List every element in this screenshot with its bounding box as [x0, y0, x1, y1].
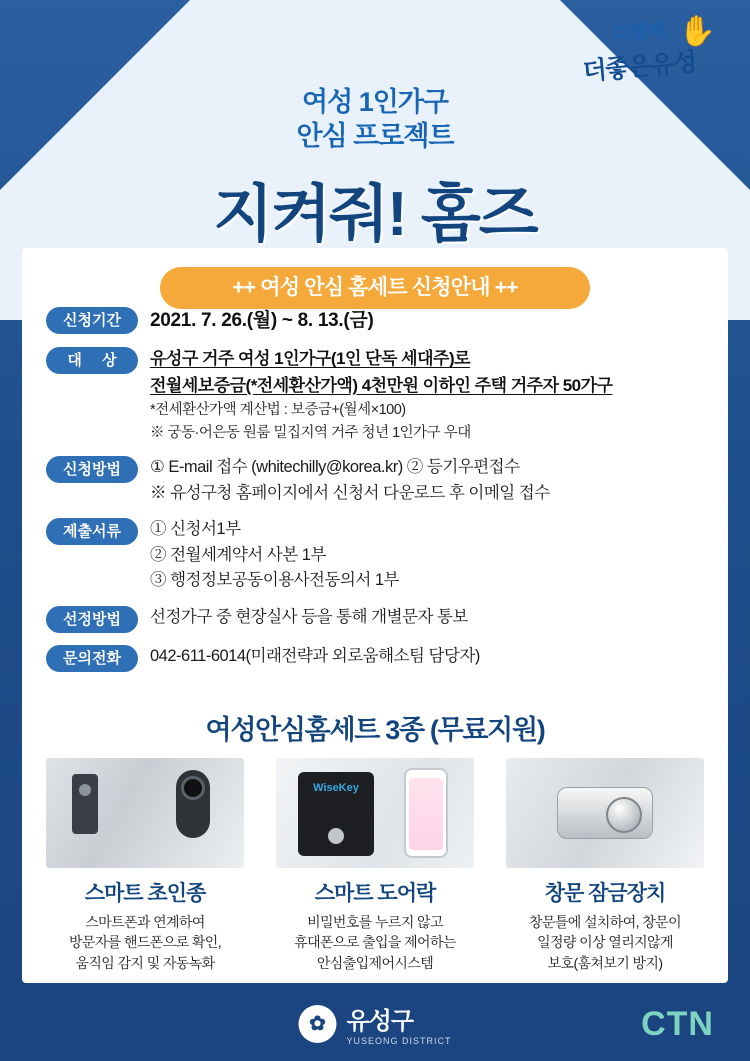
info-row-contact	[46, 644, 710, 672]
doorlock-device-icon	[298, 772, 374, 856]
hand-icon: ✋	[678, 15, 716, 48]
info-tag: 신청기간	[46, 307, 138, 334]
product-desc-line: 방문자를 핸드폰으로 확인,	[68, 934, 222, 951]
product-desc	[276, 912, 474, 973]
info-body	[150, 346, 710, 444]
city-brand-logo	[554, 15, 724, 92]
info-line: *전세환산가액 계산법 : 보증금+(월세×100)	[150, 402, 406, 419]
info-line: 2021. 7. 26.(월) ~ 8. 13.(금)	[150, 310, 374, 331]
subtitle-line-2: 안심 프로젝트	[296, 120, 454, 151]
product-desc-line: 움직임 감지 및 자동녹화	[75, 954, 215, 971]
info-line: ② 전월세계약서 사본 1부	[150, 545, 326, 564]
title-block	[0, 86, 750, 309]
product-card	[506, 758, 704, 973]
product-title: 스마트 초인종	[84, 882, 206, 905]
info-line: ① E-mail 접수 (whitechilly@korea.kr) ② 등기우편접수	[150, 458, 520, 477]
footer-logo-group	[298, 1001, 451, 1046]
device-brand-label: WiseKey	[313, 782, 359, 794]
smart-doorlock-photo	[276, 758, 474, 868]
footer-bar	[0, 983, 750, 1061]
footer-org-name-kr: 유성구	[346, 1008, 414, 1035]
footer-org-name-en: YUSEONG DISTRICT	[346, 1036, 452, 1046]
info-list	[46, 306, 710, 683]
info-tag: 문의전화	[46, 645, 138, 672]
partner-logo: CTN	[641, 1005, 714, 1043]
window-lock-photo	[506, 758, 704, 868]
info-body	[150, 517, 710, 594]
info-tag: 선정방법	[46, 606, 138, 633]
products-section-title: 여성안심홈세트 3종 (무료지원)	[205, 715, 545, 745]
product-desc-line: 일정량 이상 열리지않게	[537, 934, 673, 951]
info-row-documents	[46, 517, 710, 594]
product-title: 창문 잠금장치	[544, 882, 666, 905]
info-tag: 신청방법	[46, 456, 138, 483]
product-desc	[46, 912, 244, 973]
info-tag: 대 상	[46, 347, 138, 374]
subtitle-line-1: 여성 1인가구	[302, 87, 448, 117]
info-body	[150, 455, 710, 506]
info-row-period	[46, 306, 710, 335]
product-card	[46, 758, 244, 973]
smart-doorbell-photo	[46, 758, 244, 868]
info-line: 042-611-6014(미래전략과 외로움해소팀 담당자)	[150, 646, 480, 665]
footer-org-text	[346, 1001, 451, 1046]
brand-line-1: 다함께	[612, 20, 667, 47]
info-line: 선정가구 중 현장실사 등을 통해 개별문자 통보	[150, 607, 468, 626]
info-line: ① 신청서1부	[150, 520, 241, 539]
product-card	[276, 758, 474, 973]
info-line: 전월세보증금(*전세환산가액) 4천만원 이하인 주택 거주자 50가구	[150, 375, 613, 395]
info-row-apply-method	[46, 455, 710, 506]
info-line: ※ 궁동·어은동 원룸 밀집지역 거주 청년 1인가구 우대	[150, 424, 471, 441]
product-card-list	[46, 758, 704, 973]
product-desc-line: 스마트폰과 연계하여	[85, 914, 205, 930]
info-line: ※ 유성구청 홈페이지에서 신청서 다운로드 후 이메일 접수	[150, 483, 550, 502]
product-title: 스마트 도어락	[314, 882, 436, 905]
camera-device-icon	[176, 770, 210, 838]
window-lock-device-icon	[557, 787, 653, 839]
info-row-selection	[46, 605, 710, 633]
product-desc-line: 휴대폰으로 출입을 제어하는	[294, 934, 456, 951]
info-body	[150, 644, 710, 670]
info-line: 유성구 거주 여성 1인가구(1인 단독 세대주)로	[150, 349, 471, 369]
doorbell-device-icon	[72, 774, 98, 834]
product-desc-line: 비밀번호를 누르지 않고	[307, 914, 443, 930]
info-body	[150, 306, 710, 335]
info-tag: 제출서류	[46, 518, 138, 545]
brand-line-2: 더좋은유성	[581, 48, 697, 86]
page-title: 지켜줘! 홈즈	[213, 179, 537, 249]
product-desc-line: 창문틀에 설치하여, 창문이	[528, 914, 682, 930]
yuseong-emblem-icon: ✿	[298, 1005, 336, 1043]
info-row-target	[46, 346, 710, 444]
product-desc-line: 보호(훔쳐보기 방지)	[547, 954, 663, 971]
product-desc-line: 안심출입제어시스템	[316, 954, 434, 971]
info-line: ③ 행정정보공동이용사전동의서 1부	[150, 571, 399, 590]
banner-badge: ++ 여성 안심 홈세트 신청안내 ++	[160, 267, 590, 309]
product-desc	[506, 912, 704, 973]
info-body	[150, 605, 710, 631]
smartphone-icon	[404, 768, 448, 858]
